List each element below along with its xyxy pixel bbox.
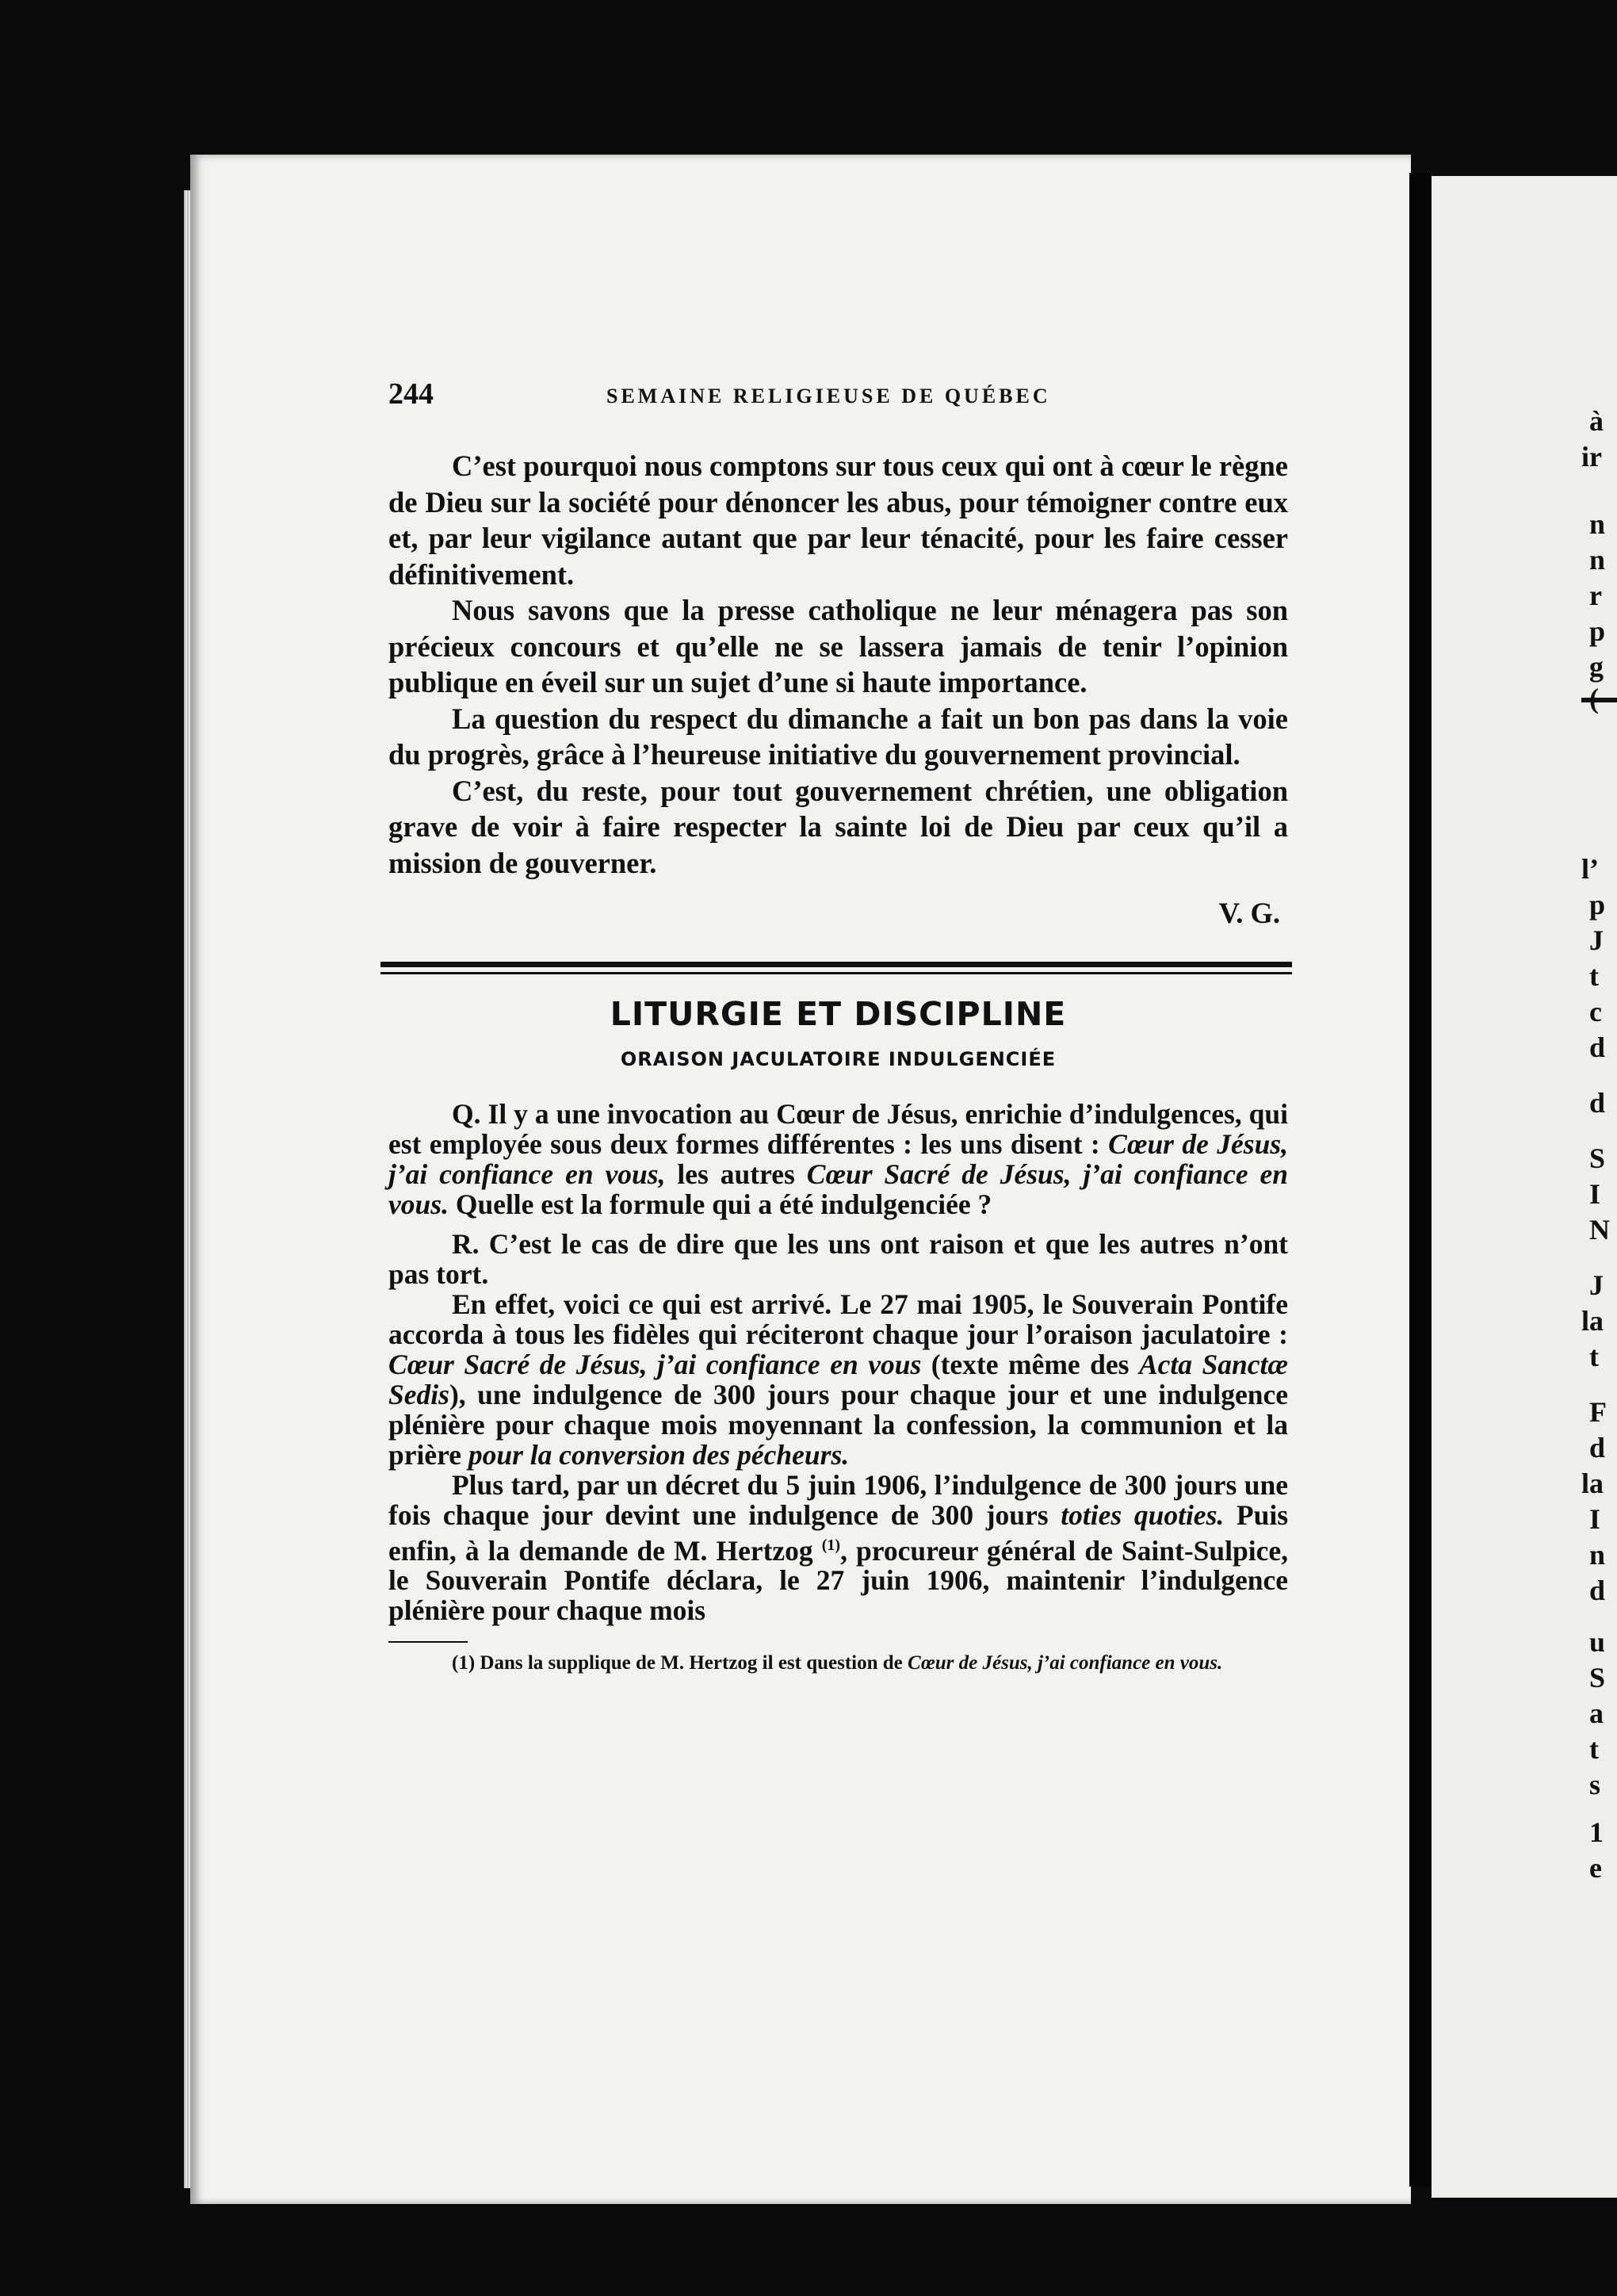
next-page-fragment: d [1589,1087,1606,1119]
next-page-fragment: S [1589,1662,1606,1693]
next-page-fragment: p [1589,889,1606,920]
next-page-fragment: e [1589,1852,1602,1884]
paragraph [388,1470,1288,1626]
text-run: En effet, voici ce qui est arrivé. Le 27 mai 1905, le Souverain Pontife accorda à tous les fidèles qui réciteront chaque jour l’oraison jaculatoire : [388,1288,1288,1350]
next-page-fragment: ( [1589,683,1599,714]
next-page-fragment: c [1589,996,1602,1027]
section-title: LITURGIE ET DISCIPLINE [610,994,1067,1033]
italic-run: pour la conversion des pécheurs. [468,1438,850,1471]
next-page-fragment: u [1589,1626,1606,1658]
question-label: Q. [452,1097,481,1130]
question-paragraph [388,1099,1288,1219]
next-page-fragment: d [1589,1031,1606,1063]
paragraph: La question du respect du dimanche a fait un bon pas dans la voie du progrès, grâce à l’heureuse initiative du gouvernement provincial. [388,702,1288,771]
page-header [388,377,1300,424]
text-run: , procureur général de Saint-Sulpice, le Souverain Pontife déclara, le 27 juin 1906, maintenir l’indulgence plénière pour chaque mois [388,1534,1288,1627]
paragraph: C’est, du reste, pour tout gouvernement chrétien, une obligation grave de voir à faire respecter la sainte loi de Dieu par ceux qu’il a mission de gouverner. [388,774,1288,879]
next-page-rule [1581,698,1617,702]
book-gutter [1409,173,1432,2187]
paragraph [388,1289,1288,1470]
next-page-fragment: p [1589,615,1606,647]
next-page-fragment: t [1589,1733,1599,1765]
question-text: Il y a une invocation au Cœur de Jésus, enrichie d’indulgences, qui est employée sous deux formes différentes : les uns disent : [388,1097,1289,1160]
next-page-fragment: à [1589,405,1604,437]
next-page-fragment: I [1589,1503,1601,1535]
question-text: Quelle est la formule qui a été indulgenciée ? [455,1188,992,1220]
text-run: (1) Dans la supplique de M. Hertzog il est question de [452,1652,903,1674]
footnote-rule [388,1641,468,1643]
divider-rule-thick [380,962,1292,967]
italic-run: Cœur de Jésus, j’ai confiance en vous. [908,1652,1223,1674]
answer-paragraph [388,1229,1288,1289]
footnote-marker: (1) [821,1536,841,1554]
next-page-fragment: d [1589,1575,1606,1606]
next-page-fragment: s [1589,1769,1601,1800]
next-page-fragment: F [1589,1396,1607,1428]
next-page-fragment: n [1589,508,1606,540]
next-page-fragment: a [1589,1697,1604,1729]
next-page-fragment: ir [1581,441,1602,473]
next-page-fragment: la [1581,1305,1604,1337]
next-page-fragment: t [1589,1341,1599,1372]
text-run: (texte même des [931,1348,1130,1380]
question-italic: Cœur de Jésus, j’ai confiance en vous, [388,1127,1288,1190]
next-page-fragment: J [1589,924,1604,956]
question-text: les autres [677,1158,795,1190]
answer-label: R. [452,1227,480,1260]
signature: V. G. [1218,897,1280,929]
italic-run: Cœur Sacré de Jésus, j’ai confiance en vous [388,1348,922,1380]
next-page-fragment: I [1589,1178,1601,1210]
page-body [388,448,1288,1676]
next-page-fragment: 1 [1589,1816,1604,1848]
paragraph: C’est pourquoi nous comptons sur tous ceux qui ont à cœur le règne de Dieu sur la société pour dénoncer les abus, pour témoigner contre eux et, par leur vigilance autant que par leur ténacité, pour les faire cesser définitivement. [388,450,1288,591]
text-run: Puis enfin, à la demande de M. Hertzog [388,1498,1289,1567]
next-page-fragment: la [1581,1468,1604,1499]
question-italic: Cœur Sacré de Jésus, j’ai confiance en vous. [388,1158,1289,1220]
next-page-fragment: d [1589,1432,1606,1464]
next-page-fragment: n [1589,1539,1606,1571]
next-page-fragment: J [1589,1269,1604,1301]
next-page-fragment: n [1589,544,1606,576]
next-page-fragment: S [1589,1142,1606,1174]
answer-text: C’est le cas de dire que les uns ont raison et que les autres n’ont pas tort. [388,1227,1289,1290]
next-page-fragment: g [1589,651,1604,683]
section-subtitle: ORAISON JACULATOIRE INDULGENCIÉE [620,1048,1057,1070]
next-page-fragment: t [1589,960,1599,992]
divider-rule-thin [380,972,1292,974]
section-divider [380,962,1292,974]
page-number: 244 [388,377,434,411]
running-head: SEMAINE RELIGIEUSE DE QUÉBEC [606,385,1051,408]
next-page-fragment: N [1589,1214,1610,1246]
question-answer [388,1099,1288,1626]
italic-run: Acta Sanctæ Sedis [388,1348,1289,1410]
italic-run: toties quoties. [1061,1498,1225,1531]
text-run: ), une indulgence de 300 jours pour chaque jour et une indulgence plénière pour chaque mois moyennant la confession, la communion et la prière [388,1378,1288,1471]
next-page-fragment: l’ [1581,853,1599,885]
footnote [388,1651,1288,1676]
paragraph: Nous savons que la presse catholique ne leur ménagera pas son précieux concours et qu’elle ne se lassera jamais de tenir l’opinion publique en éveil sur un sujet d’une si haute importance. [388,594,1288,698]
next-page-fragment: r [1589,580,1602,611]
text-run: Plus tard, par un décret du 5 juin 1906, l’indulgence de 300 jours une fois chaque jour devint une indulgence de 300 jours [388,1468,1288,1531]
